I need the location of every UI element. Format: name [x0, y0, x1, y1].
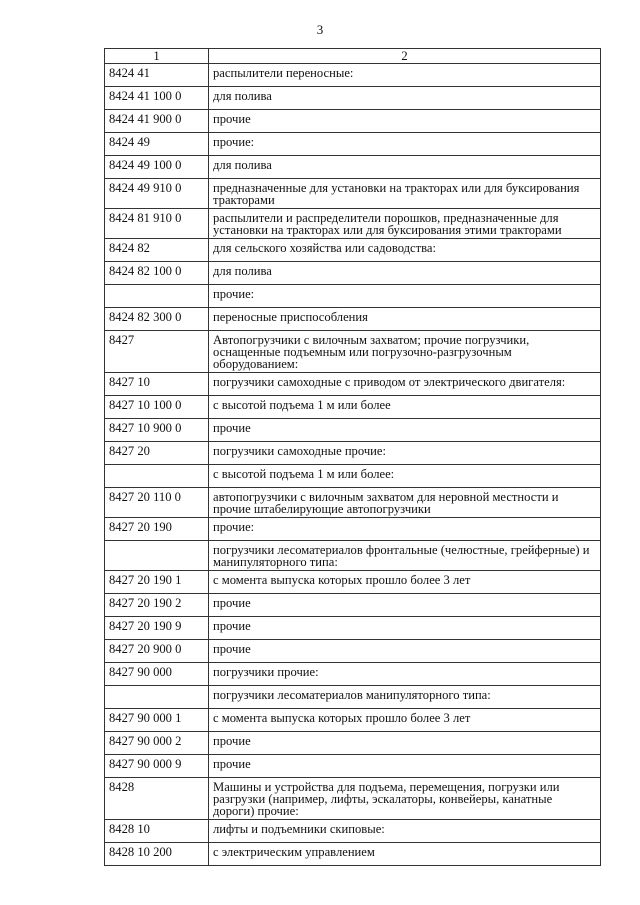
table-row: [105, 209, 601, 239]
description-cell: Автопогрузчики с вилочным захватом; прочие погрузчики, оснащенные подъемным или погрузочно-разгрузочным оборудованием:: [209, 331, 601, 373]
description-cell: Машины и устройства для подъема, перемещения, погрузки или разгрузки (например, лифты, эскалаторы, конвейеры, канатные дороги) прочие:: [209, 778, 601, 820]
code-cell: 8424 41 900 0: [105, 110, 209, 133]
table-row: [105, 465, 601, 488]
description-cell: с высотой подъема 1 м или более: [209, 396, 601, 419]
table-row: [105, 755, 601, 778]
code-cell: 8424 81 910 0: [105, 209, 209, 239]
table-row: [105, 442, 601, 465]
code-cell: 8427 10 900 0: [105, 419, 209, 442]
table-row: [105, 110, 601, 133]
table-header-row: [105, 49, 601, 64]
description-cell: распылители переносные:: [209, 64, 601, 87]
code-cell: 8427: [105, 331, 209, 373]
table-row: [105, 518, 601, 541]
table-row: [105, 709, 601, 732]
code-cell: 8424 49 100 0: [105, 156, 209, 179]
description-cell: погрузчики лесоматериалов фронтальные (челюстные, грейферные) и манипуляторного типа:: [209, 541, 601, 571]
code-cell: [105, 285, 209, 308]
code-cell: 8427 10 100 0: [105, 396, 209, 419]
code-cell: 8427 20 190 9: [105, 617, 209, 640]
description-cell: погрузчики самоходные с приводом от электрического двигателя:: [209, 373, 601, 396]
table-row: [105, 594, 601, 617]
code-cell: 8424 82: [105, 239, 209, 262]
code-cell: 8427 90 000: [105, 663, 209, 686]
description-cell: для сельского хозяйства или садоводства:: [209, 239, 601, 262]
table-row: [105, 373, 601, 396]
code-cell: 8427 90 000 2: [105, 732, 209, 755]
description-cell: прочие:: [209, 133, 601, 156]
code-cell: 8427 20 190: [105, 518, 209, 541]
code-cell: 8427 90 000 9: [105, 755, 209, 778]
table-row: [105, 732, 601, 755]
table-row: [105, 87, 601, 110]
description-cell: для полива: [209, 156, 601, 179]
table-row: [105, 308, 601, 331]
description-cell: прочие:: [209, 518, 601, 541]
description-cell: прочие: [209, 594, 601, 617]
table-row: [105, 778, 601, 820]
code-cell: 8424 49 910 0: [105, 179, 209, 209]
table-row: [105, 285, 601, 308]
table-row: [105, 64, 601, 87]
code-cell: 8427 90 000 1: [105, 709, 209, 732]
table-body: [105, 64, 601, 866]
table-row: [105, 686, 601, 709]
description-cell: для полива: [209, 87, 601, 110]
description-cell: с момента выпуска которых прошло более 3 лет: [209, 571, 601, 594]
code-cell: 8427 10: [105, 373, 209, 396]
description-cell: прочие: [209, 617, 601, 640]
table-row: [105, 617, 601, 640]
code-cell: 8424 82 300 0: [105, 308, 209, 331]
code-cell: 8427 20 900 0: [105, 640, 209, 663]
description-cell: переносные приспособления: [209, 308, 601, 331]
table-row: [105, 133, 601, 156]
table-row: [105, 239, 601, 262]
description-cell: прочие:: [209, 285, 601, 308]
code-cell: 8424 82 100 0: [105, 262, 209, 285]
description-cell: для полива: [209, 262, 601, 285]
description-cell: погрузчики лесоматериалов манипуляторного типа:: [209, 686, 601, 709]
description-cell: с момента выпуска которых прошло более 3 лет: [209, 709, 601, 732]
code-cell: 8428: [105, 778, 209, 820]
code-cell: 8424 41 100 0: [105, 87, 209, 110]
description-cell: с электрическим управлением: [209, 843, 601, 866]
code-cell: 8427 20: [105, 442, 209, 465]
description-cell: погрузчики прочие:: [209, 663, 601, 686]
description-cell: с высотой подъема 1 м или более:: [209, 465, 601, 488]
table-row: [105, 179, 601, 209]
description-cell: автопогрузчики с вилочным захватом для неровной местности и прочие штабелирующие автопогрузчики: [209, 488, 601, 518]
table-row: [105, 663, 601, 686]
description-cell: прочие: [209, 640, 601, 663]
description-cell: прочие: [209, 755, 601, 778]
table-row: [105, 541, 601, 571]
table-row: [105, 820, 601, 843]
table-row: [105, 843, 601, 866]
table-row: [105, 419, 601, 442]
table-row: [105, 640, 601, 663]
code-cell: 8427 20 190 1: [105, 571, 209, 594]
description-cell: прочие: [209, 110, 601, 133]
code-cell: 8428 10: [105, 820, 209, 843]
code-cell: 8424 49: [105, 133, 209, 156]
code-cell: 8424 41: [105, 64, 209, 87]
column-header-2: 2: [209, 49, 601, 64]
description-cell: предназначенные для установки на тракторах или для буксирования тракторами: [209, 179, 601, 209]
page-number: 3: [316, 22, 324, 37]
tariff-code-table: [104, 48, 601, 866]
table-row: [105, 396, 601, 419]
table-row: [105, 262, 601, 285]
table-row: [105, 156, 601, 179]
description-cell: погрузчики самоходные прочие:: [209, 442, 601, 465]
table-row: [105, 571, 601, 594]
code-cell: [105, 686, 209, 709]
code-cell: 8428 10 200: [105, 843, 209, 866]
column-header-1: 1: [105, 49, 209, 64]
description-cell: прочие: [209, 419, 601, 442]
code-cell: [105, 541, 209, 571]
code-cell: 8427 20 190 2: [105, 594, 209, 617]
code-cell: [105, 465, 209, 488]
table-row: [105, 331, 601, 373]
description-cell: прочие: [209, 732, 601, 755]
description-cell: лифты и подъемники скиповые:: [209, 820, 601, 843]
description-cell: распылители и распределители порошков, предназначенные для установки на тракторах или для буксирования этими тракторами: [209, 209, 601, 239]
table-row: [105, 488, 601, 518]
code-cell: 8427 20 110 0: [105, 488, 209, 518]
